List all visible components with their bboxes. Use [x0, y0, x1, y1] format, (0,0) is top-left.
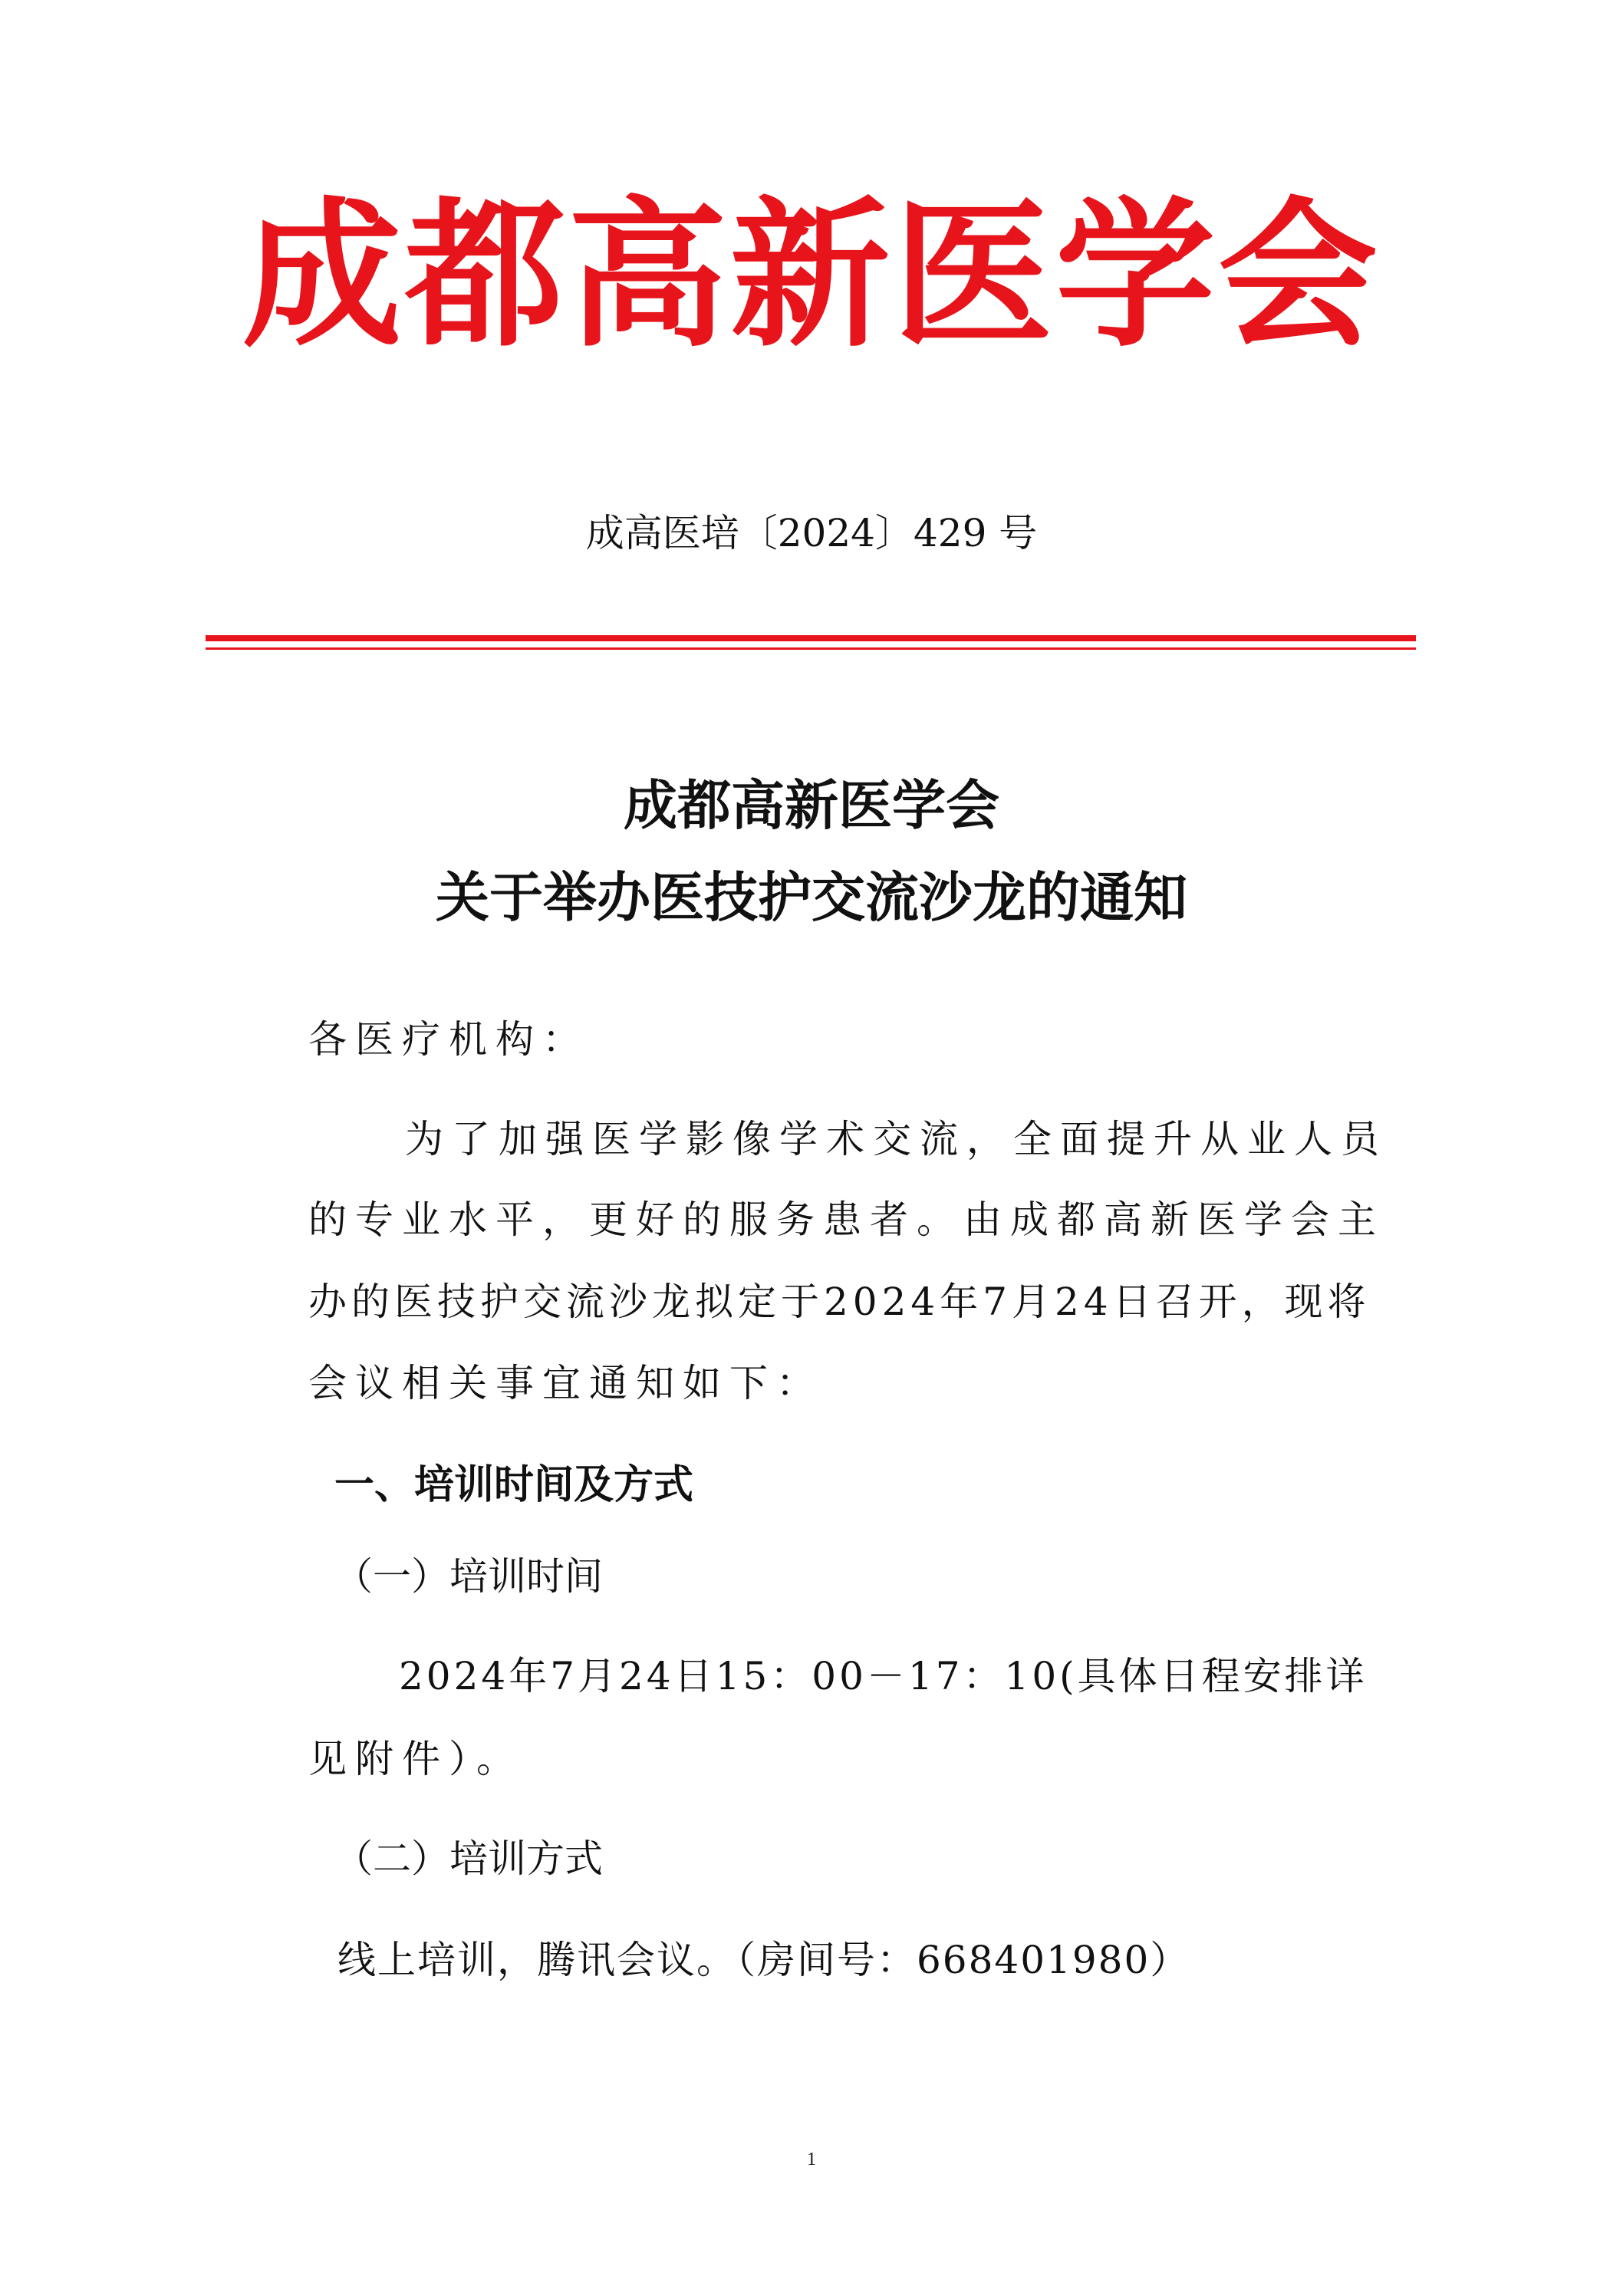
document-number: 成高医培〔2024〕429 号 [585, 511, 1038, 555]
intro-line-2: 的专业水平，更好的服务患者。由成都高新医学会主 [308, 1197, 1384, 1242]
page-number: 1 [807, 2149, 816, 2169]
training-method-text: 线上培训，腾讯会议。（房间号：668401980） [337, 1938, 1190, 1982]
training-time-line-2: 见附件）。 [308, 1737, 523, 1781]
salutation: 各医疗机构： [308, 1017, 589, 1062]
section-1-heading: 一、培训时间及方式 [334, 1462, 694, 1508]
notice-title-line-1: 成都高新医学会 [624, 773, 999, 837]
subsection-1-heading: （一）培训时间 [334, 1554, 603, 1599]
notice-title-line-2: 关于举办医技护交流沙龙的通知 [436, 865, 1187, 929]
masthead-org-name: 成都高新医学会 [242, 182, 1381, 369]
red-divider-thin [206, 647, 1416, 650]
subsection-2-heading: （二）培训方式 [334, 1836, 603, 1881]
intro-line-3: 办的医技护交流沙龙拟定于2024年7月24日召开，现将 [308, 1280, 1371, 1324]
red-divider-thick [206, 635, 1416, 641]
intro-line-4: 会议相关事宜通知如下： [308, 1361, 823, 1405]
intro-line-1: 为了加强医学影像学术交流，全面提升从业人员 [405, 1117, 1388, 1161]
training-time-line-1: 2024年7月24日15：00－17：10(具体日程安排详 [399, 1654, 1368, 1698]
